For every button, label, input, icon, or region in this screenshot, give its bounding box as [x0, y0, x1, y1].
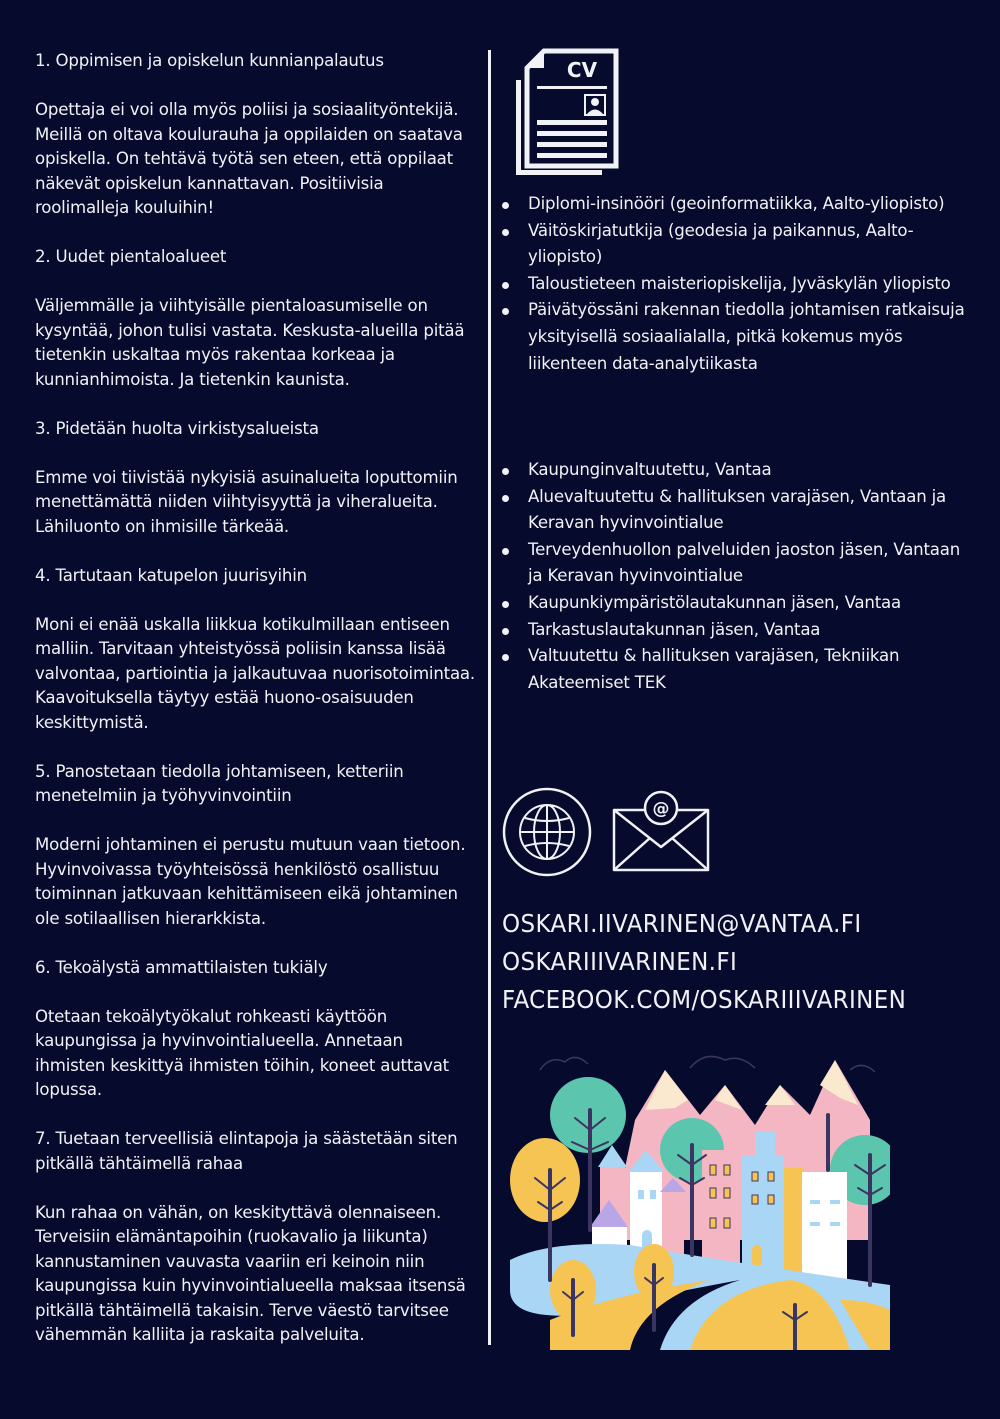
education-list	[500, 191, 970, 377]
list-item: Tarkastuslautakunnan jäsen, Vantaa	[500, 617, 970, 644]
facebook-link[interactable]: FACEBOOK.COM/OSKARIIIVARINEN	[502, 985, 907, 1014]
policy-column	[35, 49, 475, 1372]
envelope-at-icon[interactable]	[612, 790, 710, 872]
cv-document-icon	[512, 48, 620, 178]
cv-label: CV	[566, 58, 598, 82]
list-item: Taloustieteen maisteriopiskelija, Jyväskylän yliopisto	[500, 271, 970, 298]
section-heading: 6. Tekoälystä ammattilaisten tukiäly	[35, 957, 328, 977]
globe-icon[interactable]	[501, 786, 593, 878]
positions-list	[500, 457, 970, 696]
section-body: Moderni johtaminen ei perustu mutuun vaan tietoon. Hyvinvoivassa työyhteisössä henkilöstö osallistuu toiminnan jatkuvaan kehittämiseen eikä johtaminen ole sotilaallisen hierarkkista.	[35, 835, 466, 928]
section-heading: 2. Uudet pientaloalueet	[35, 247, 227, 266]
section-heading: 7. Tuetaan terveellisiä elintapoja ja säästetään siten pitkällä tähtäimellä rahaa	[35, 1129, 458, 1173]
column-divider	[488, 50, 491, 1345]
list-item: Päivätyössäni rakennan tiedolla johtamisen ratkaisuja yksityisellä sosiaalialalla, pitkä kokemus myös liikenteen data-analytiikasta	[500, 297, 970, 377]
section-heading: 1. Oppimisen ja opiskelun kunnianpalautus	[35, 51, 384, 70]
section-body: Emme voi tiivistää nykyisiä asuinalueita loputtomiin menettämättä niiden viihtyisyyttä ja viheralueita. Lähiluonto on ihmisille tärkeää.	[35, 467, 458, 536]
section-heading: 3. Pidetään huolta virkistysalueista	[35, 418, 319, 438]
svg-text:@: @	[652, 799, 670, 819]
section-body: Otetaan tekoälytyökalut rohkeasti käyttöön kaupungissa ja hyvinvointialueella. Annetaan ihmisten keskittyä ihmisten töihin, koneet auttavat lopussa.	[35, 1006, 449, 1099]
website-link[interactable]: OSKARIIIVARINEN.FI	[502, 947, 738, 976]
section-body: Väljemmälle ja viihtyisälle pientaloasumiselle on kysyntää, johon tulisi vastata. Keskusta-alueilla pitää tietenkin uskaltaa myös rakentaa korkeaa ja kunnianhimoista. Ja tietenkin kaunista.	[35, 296, 465, 389]
list-item: Valtuutettu & hallituksen varajäsen, Tekniikan Akateemiset TEK	[500, 643, 970, 696]
town-illustration	[510, 1050, 890, 1350]
section-body: Opettaja ei voi olla myös poliisi ja sosiaalityöntekijä. Meillä on oltava koulurauha ja oppilaiden on saatava opiskella. On tehtävä työtä sen eteen, että oppilaat näkevät opiskelun kannattavan. Positiivisia roolimalleja kouluihin!	[35, 100, 463, 217]
list-item: Diplomi-insinööri (geoinformatiikka, Aalto-yliopisto)	[500, 191, 970, 218]
section-body: Moni ei enää uskalla liikkua kotikulmillaan entiseen malliin. Tarvitaan yhteistyössä poliisin kanssa lisää valvontaa, partiointia ja jalkautuvaa nuorisotoimintaa. Kaavoituksella täytyy estää huono-osaisuuden keskittymistä.	[35, 614, 475, 732]
section-heading: 4. Tartutaan katupelon juurisyihin	[35, 565, 307, 585]
contact-info	[502, 905, 934, 1019]
list-item: Väitöskirjatutkija (geodesia ja paikannus, Aalto-yliopisto)	[500, 218, 970, 271]
list-item: Kaupunkiympäristölautakunnan jäsen, Vantaa	[500, 590, 970, 617]
list-item: Aluevaltuutettu & hallituksen varajäsen, Vantaan ja Keravan hyvinvointialue	[500, 484, 970, 537]
section-body: Kun rahaa on vähän, on keskityttävä olennaiseen. Terveisiin elämäntapoihin (ruokavalio ja liikunta) kannustaminen vauvasta vaariin eri keinoin niin kaupungissa kuin hyvinvointialueella maksaa itsensä pitkällä tähtäimellä takaisin. Terve väestö tarvitsee vähemmän kalliita ja raskaita palveluita.	[35, 1202, 466, 1344]
section-heading: 5. Panostetaan tiedolla johtamiseen, ketteriin menetelmiin ja työhyvinvointiin	[35, 761, 404, 805]
list-item: Terveydenhuollon palveluiden jaoston jäsen, Vantaan ja Keravan hyvinvointialue	[500, 537, 970, 590]
list-item: Kaupunginvaltuutettu, Vantaa	[500, 457, 970, 484]
email-link[interactable]: OSKARI.IIVARINEN@VANTAA.FI	[502, 909, 862, 938]
